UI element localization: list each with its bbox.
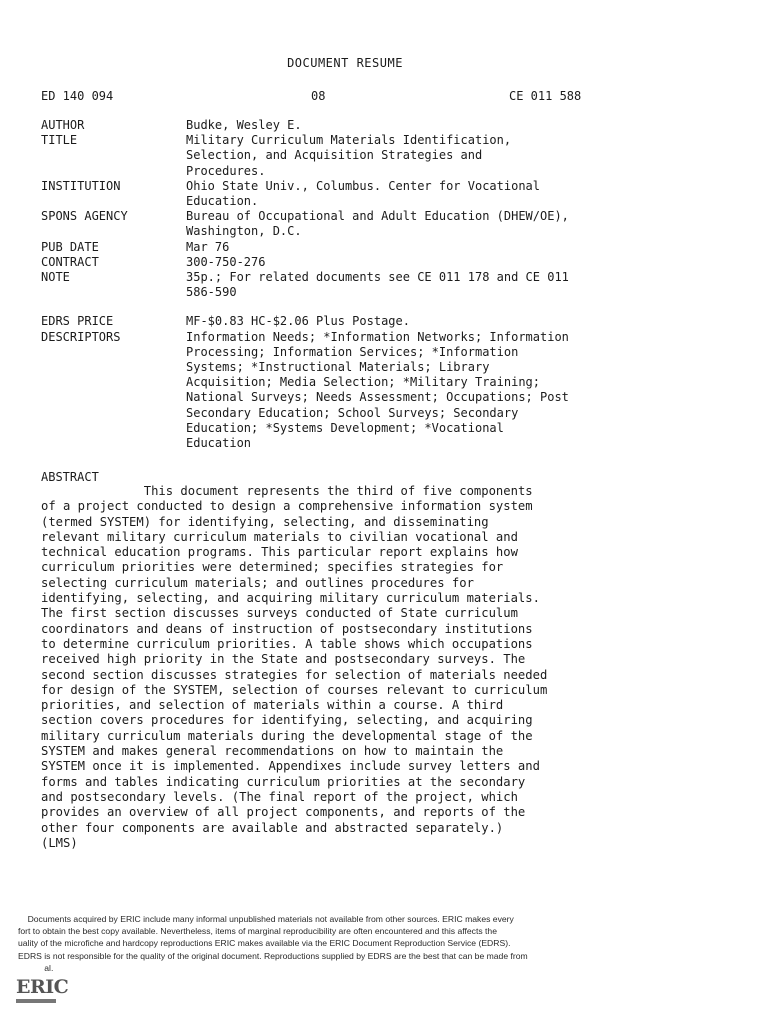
field-pub-date xyxy=(41,240,681,255)
field-label: INSTITUTION xyxy=(41,178,121,193)
bibliographic-fields xyxy=(41,118,681,451)
field-label: SPONS AGENCY xyxy=(41,209,128,224)
field-spons-agency xyxy=(41,209,681,239)
ed-number: ED 140 094 xyxy=(41,89,114,103)
document-resume-title: DOCUMENT RESUME xyxy=(287,56,403,70)
field-edrs-price xyxy=(41,314,681,329)
field-value: 300-750-276 xyxy=(186,254,266,269)
field-value: Bureau of Occupational and Adult Education (DHEW/OE), Washington, D.C. xyxy=(186,209,569,239)
field-label: PUB DATE xyxy=(41,239,99,254)
field-title xyxy=(41,133,681,179)
field-label: EDRS PRICE xyxy=(41,314,114,329)
field-label: NOTE xyxy=(41,270,70,285)
field-descriptors xyxy=(41,330,681,452)
field-value: Budke, Wesley E. xyxy=(186,118,302,132)
field-institution xyxy=(41,179,681,209)
field-label: TITLE xyxy=(41,133,78,148)
field-contract xyxy=(41,255,681,270)
center-code: 08 xyxy=(311,89,326,103)
field-note xyxy=(41,270,681,300)
field-value: Mar 76 xyxy=(186,239,230,254)
field-label: DESCRIPTORS xyxy=(41,329,121,344)
eric-logo xyxy=(16,976,69,1006)
field-value: Information Needs; *Information Networks; Information Processing; Information Services; *Information Systems; *Instructional Materials; Library Acquisition; Media Selection; *Military Training; National Surveys; Needs Assessment; Occupations; Post Secondary Education; School Surveys; Secondary Education; *Systems Development; *Vocational Education xyxy=(186,329,569,451)
eric-logo-bar xyxy=(16,999,56,1003)
field-value: 35p.; For related documents see CE 011 178 and CE 011 586-590 xyxy=(186,270,569,300)
field-value: Ohio State Univ., Columbus. Center for Vocational Education. xyxy=(186,178,541,209)
eric-disclaimer: Documents acquired by ERIC include many informal unpublished materials not available from other sources. ERIC makes every fort to obtain the best copy available. Nevertheless, items of marginal reproducibility are often encountered and this affects the uality of the microfiche and hardcopy reproductions ERIC makes available via the ERIC Document Reproduction Service (EDRS). EDRS is not responsible for the quality of the original document. Reproductions supplied by EDRS are the best that can be made from al. xyxy=(18,914,528,973)
abstract-label: ABSTRACT xyxy=(41,470,99,484)
field-value: Military Curriculum Materials Identification, Selection, and Acquisition Strategies and Procedures. xyxy=(186,133,512,178)
eric-logo-text: ERIC xyxy=(16,976,69,998)
field-author xyxy=(41,118,681,133)
abstract-text: This document represents the third of five components of a project conducted to design a comprehensive information system (termed SYSTEM) for identifying, selecting, and disseminating relevant military curriculum materials to civilian vocational and technical education programs. This particular report explains how curriculum priorities were determined; specifies strategies for selecting curriculum materials; and outlines procedures for identifying, selecting, and acquiring military curriculum materials. The first section discusses surveys conducted of State curriculum coordinators and deans of instruction of postsecondary institutions to determine curriculum priorities. A table shows which occupations received high priority in the State and postsecondary surveys. The second section discusses strategies for selection of materials needed for design of the SYSTEM, selection of courses relevant to curriculum priorities, and selection of materials within a course. A third section covers procedures for identifying, selecting, and acquiring military curriculum materials during the developmental stage of the SYSTEM and makes general recommendations on how to maintain the SYSTEM once it is implemented. Appendixes include survey letters and forms and tables indicating curriculum priorities at the secondary and postsecondary levels. (The final report of the project, which provides an overview of all project components, and reports of the other four components are available and abstracted separately.) (LMS) xyxy=(41,484,548,850)
ce-number: CE 011 588 xyxy=(509,89,582,103)
field-value: MF-$0.83 HC-$2.06 Plus Postage. xyxy=(186,314,410,329)
field-label: AUTHOR xyxy=(41,118,85,132)
field-label: CONTRACT xyxy=(41,254,99,269)
